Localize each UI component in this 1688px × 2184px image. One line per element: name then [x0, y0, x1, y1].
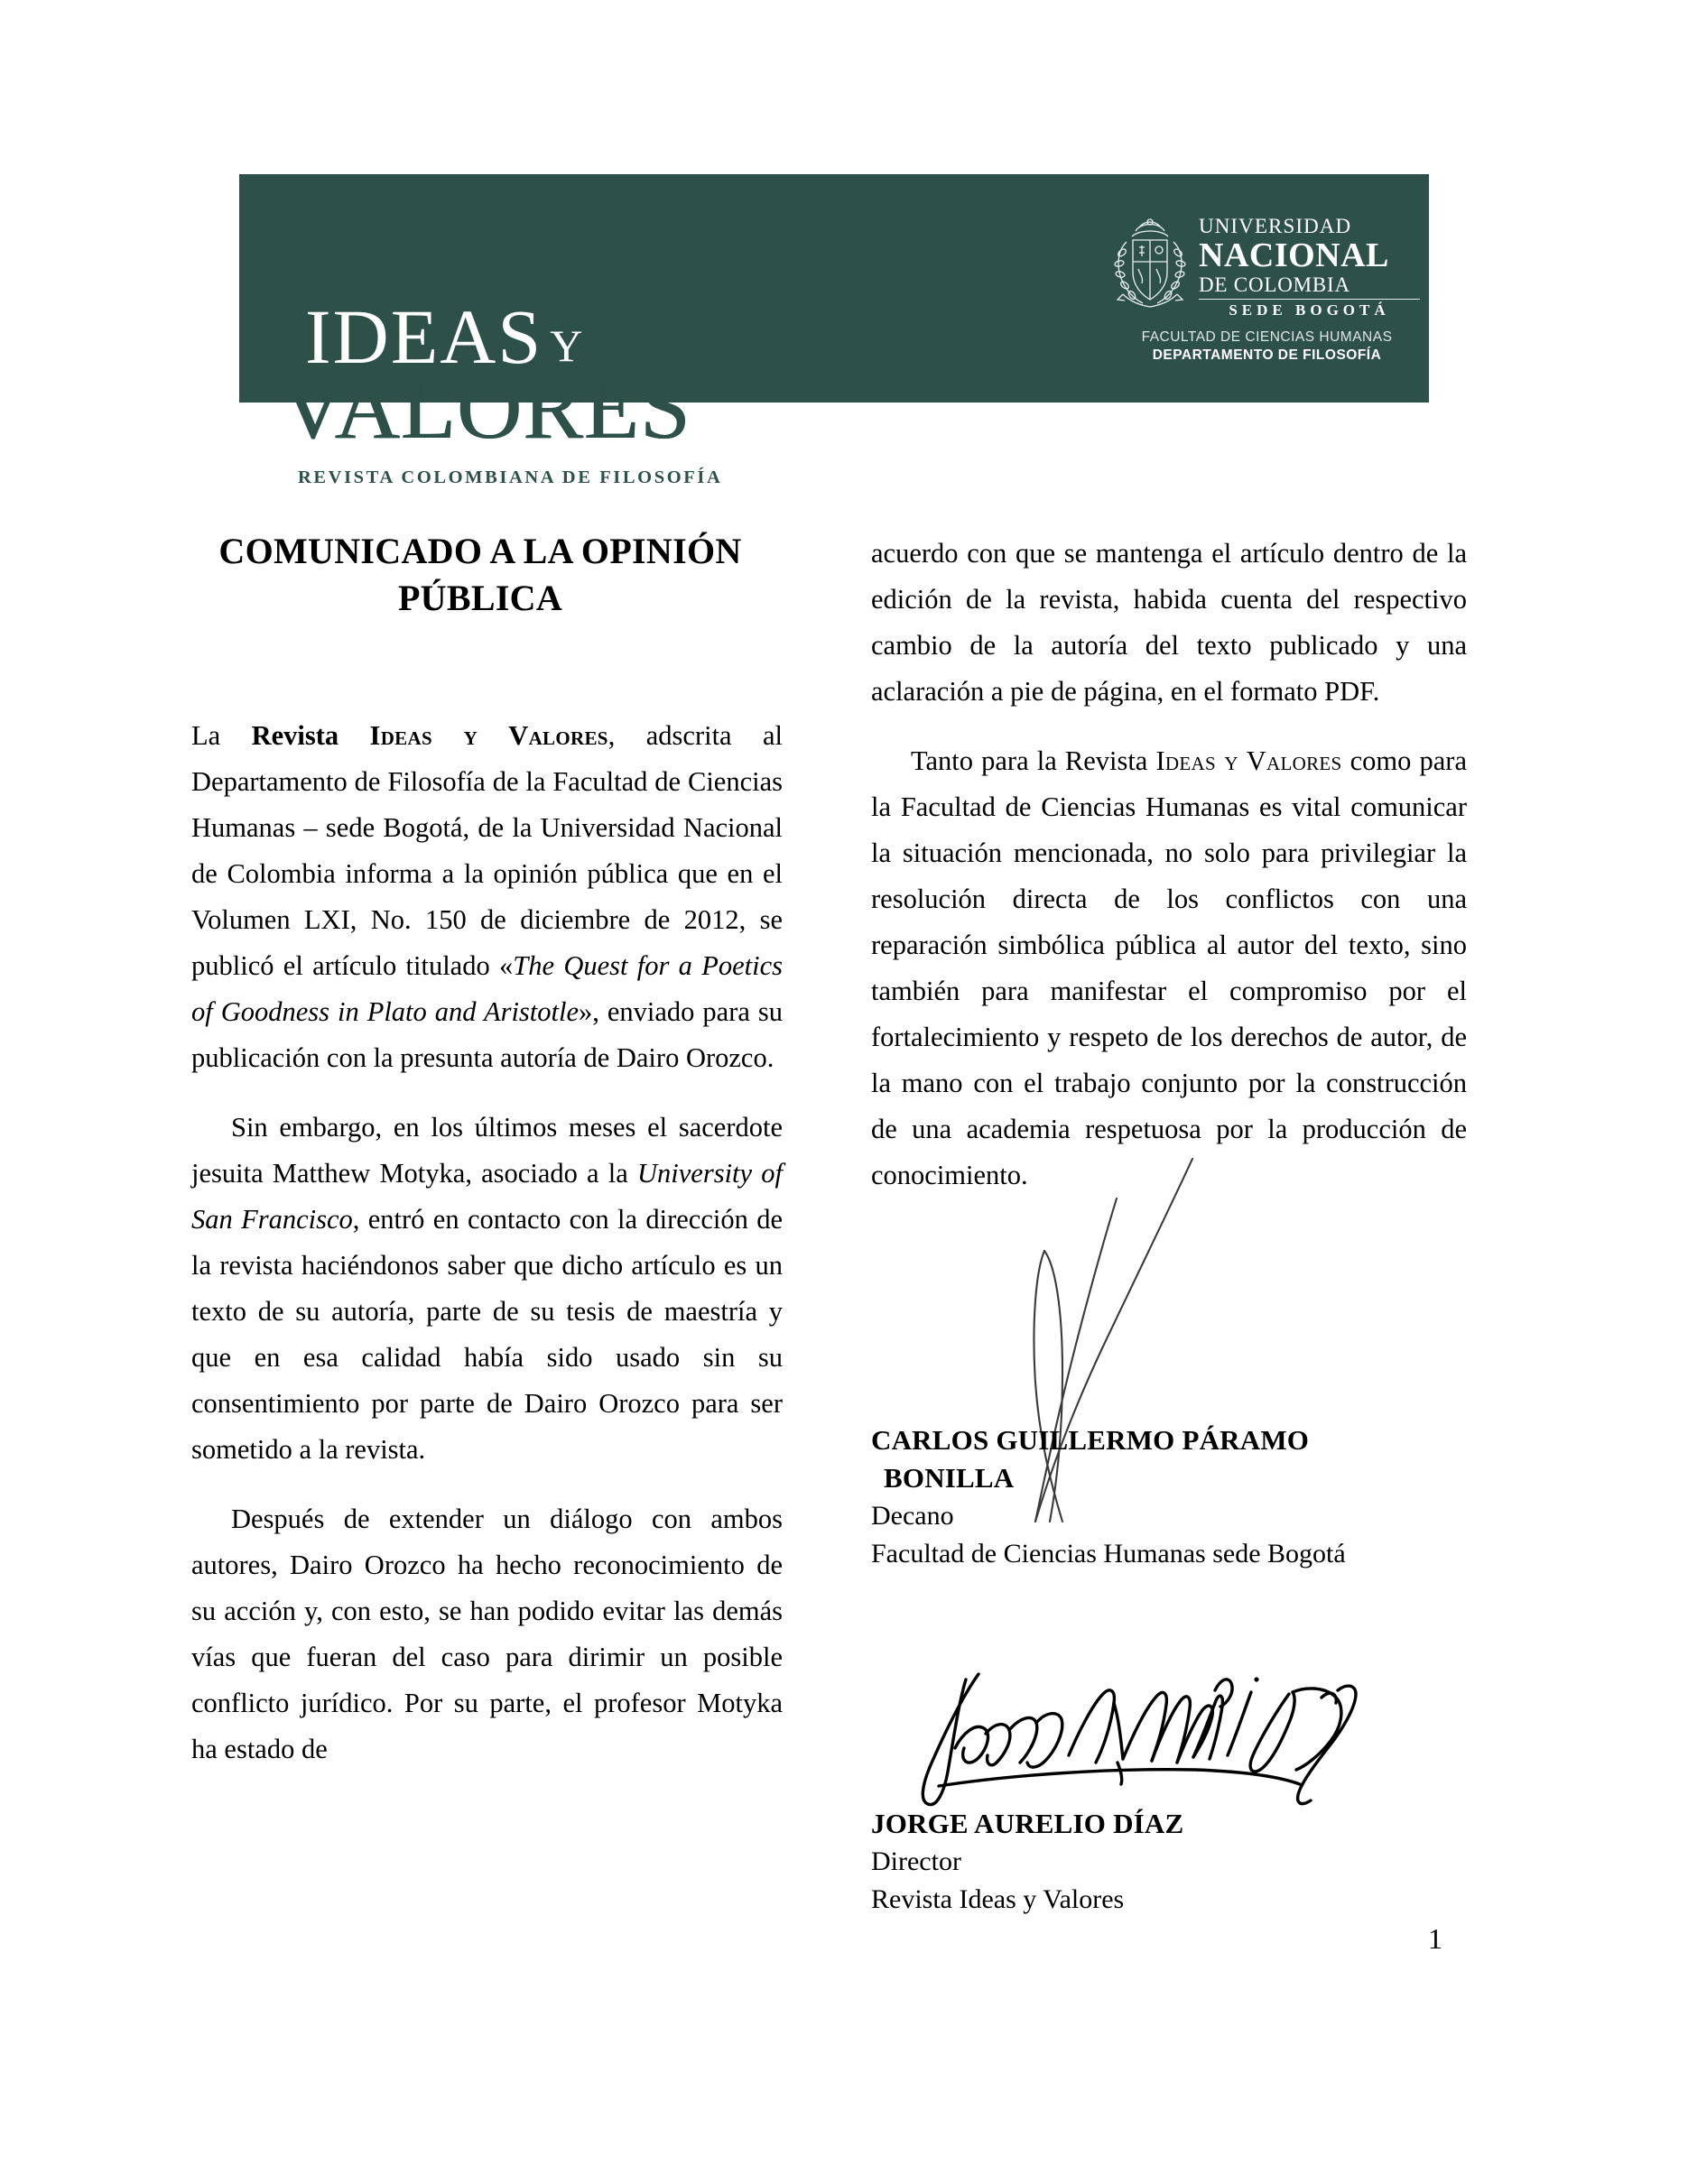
university-line-universidad: UNIVERSIDAD — [1199, 215, 1352, 237]
body-column-right — [871, 531, 1467, 1198]
page-title: COMUNICADO A LA OPINIÓN PÚBLICA — [218, 531, 742, 618]
university-line-sede-bogota: SEDE BOGOTÁ — [1229, 301, 1390, 319]
paragraph-2 — [191, 1105, 783, 1473]
journal-logo — [280, 293, 785, 505]
p5-fragment-a: Tanto para la Revista — [911, 745, 1156, 776]
paragraph-5 — [871, 738, 1467, 1198]
journal-tagline: REVISTA COLOMBIANA DE FILOSOFÍA — [298, 467, 723, 487]
p1-fragment-d: , adscrita al Departamento de Filosofía de la Facultad de Ciencias Humanas – sede Bogotá, de la Universidad Nacional de Colombia informa a la opinión pública que en el Volumen LXI, No. 150 de diciembre de 2012, se publicó el artículo titulado « — [191, 720, 783, 981]
p1-fragment-f: », enviado para su publicación con la presunta autoría de Dairo Orozco. — [191, 996, 783, 1073]
university-divider — [1199, 299, 1420, 300]
university-line-nacional: NACIONAL — [1199, 236, 1389, 274]
signatory-role: Decano — [871, 1501, 954, 1531]
p5-journal-smallcaps: Ideas y Valores — [1155, 745, 1342, 776]
signature-mark-jorge-aurelio-diaz — [892, 1647, 1379, 1818]
university-wordmark — [1199, 215, 1420, 319]
university-line-de-colombia: DE COLOMBIA — [1199, 273, 1350, 296]
journal-name-conjunction: Y — [550, 320, 583, 371]
university-logo — [1108, 215, 1420, 386]
university-faculty-label: FACULTAD DE CIENCIAS HUMANAS — [1141, 329, 1393, 345]
paragraph-3: Después de extender un diálogo con ambos autores, Dairo Orozco ha hecho reconocimiento de su acción y, con esto, se han podido evitar las demás vías que fueran del caso para dirimir un posible conflicto jurídico. Por su parte, el profesor Motyka ha estado de — [191, 1504, 783, 1764]
body-column-left — [191, 713, 783, 1772]
p1-article-title-italic: The Quest for a Poetics of Goodness in Plato and Aristotle — [191, 950, 783, 1027]
signature-block-carlos-paramo — [871, 1421, 1485, 1573]
university-department-label: DEPARTAMENTO DE FILOSOFÍA — [1152, 347, 1382, 363]
signatory-affiliation: Revista Ideas y Valores — [871, 1884, 1125, 1914]
signatory-name-line2: BONILLA — [884, 1462, 1015, 1494]
journal-name-ideas-text: IDEAS — [305, 293, 543, 380]
signature-block-jorge-diaz — [871, 1805, 1485, 1919]
signatory-name-line1: JORGE AURELIO DÍAZ — [871, 1808, 1184, 1839]
paragraph-4: acuerdo con que se mantenga el artículo dentro de la edición de la revista, habida cuenta del respectivo cambio de la autoría del texto publicado y una aclaración a pie de página, en el formato PDF. — [871, 538, 1467, 707]
p1-journal-smallcaps: Ideas y Valores — [369, 720, 608, 751]
signatory-affiliation: Facultad de Ciencias Humanas sede Bogotá — [871, 1539, 1346, 1569]
page-number: 1 — [1428, 1922, 1442, 1955]
p2-fragment-c: , entró en contacto con la dirección de la revista haciéndonos saber que dicho artículo es un texto de su autoría, parte de su tesis de maestría y que en esa calidad había sido usado sin su consentimiento por parte de Dairo Orozco para ser sometido a la revista. — [191, 1204, 783, 1465]
journal-name-valores: VALORES — [280, 357, 691, 458]
p1-fragment-a: La — [191, 720, 252, 751]
p1-revista-bold: Revista — [251, 720, 370, 751]
p5-fragment-c: como para la Facultad de Ciencias Humanas es vital comunicar la situación mencionada, no solo para privilegiar la resolución directa de los conflictos con una reparación simbólica pública al autor del texto, sino también para manifestar el compromiso por el fortalecimiento y respeto de los derechos de autor, de la mano con el trabajo conjunto por la construcción de una academia respetuosa por la producción de conocimiento. — [871, 745, 1467, 1190]
signatory-role: Director — [871, 1846, 961, 1876]
p2-university-italic: University of San Francisco — [191, 1158, 783, 1235]
university-faculty-block — [1114, 329, 1420, 365]
paragraph-1 — [191, 713, 783, 1081]
p2-fragment-a: Sin embargo, en los últimos meses el sacerdote jesuita Matthew Motyka, asociado a la — [191, 1112, 783, 1189]
signatory-name-line1: CARLOS GUILLERMO PÁRAMO — [871, 1424, 1310, 1456]
university-crest-icon — [1108, 217, 1192, 314]
